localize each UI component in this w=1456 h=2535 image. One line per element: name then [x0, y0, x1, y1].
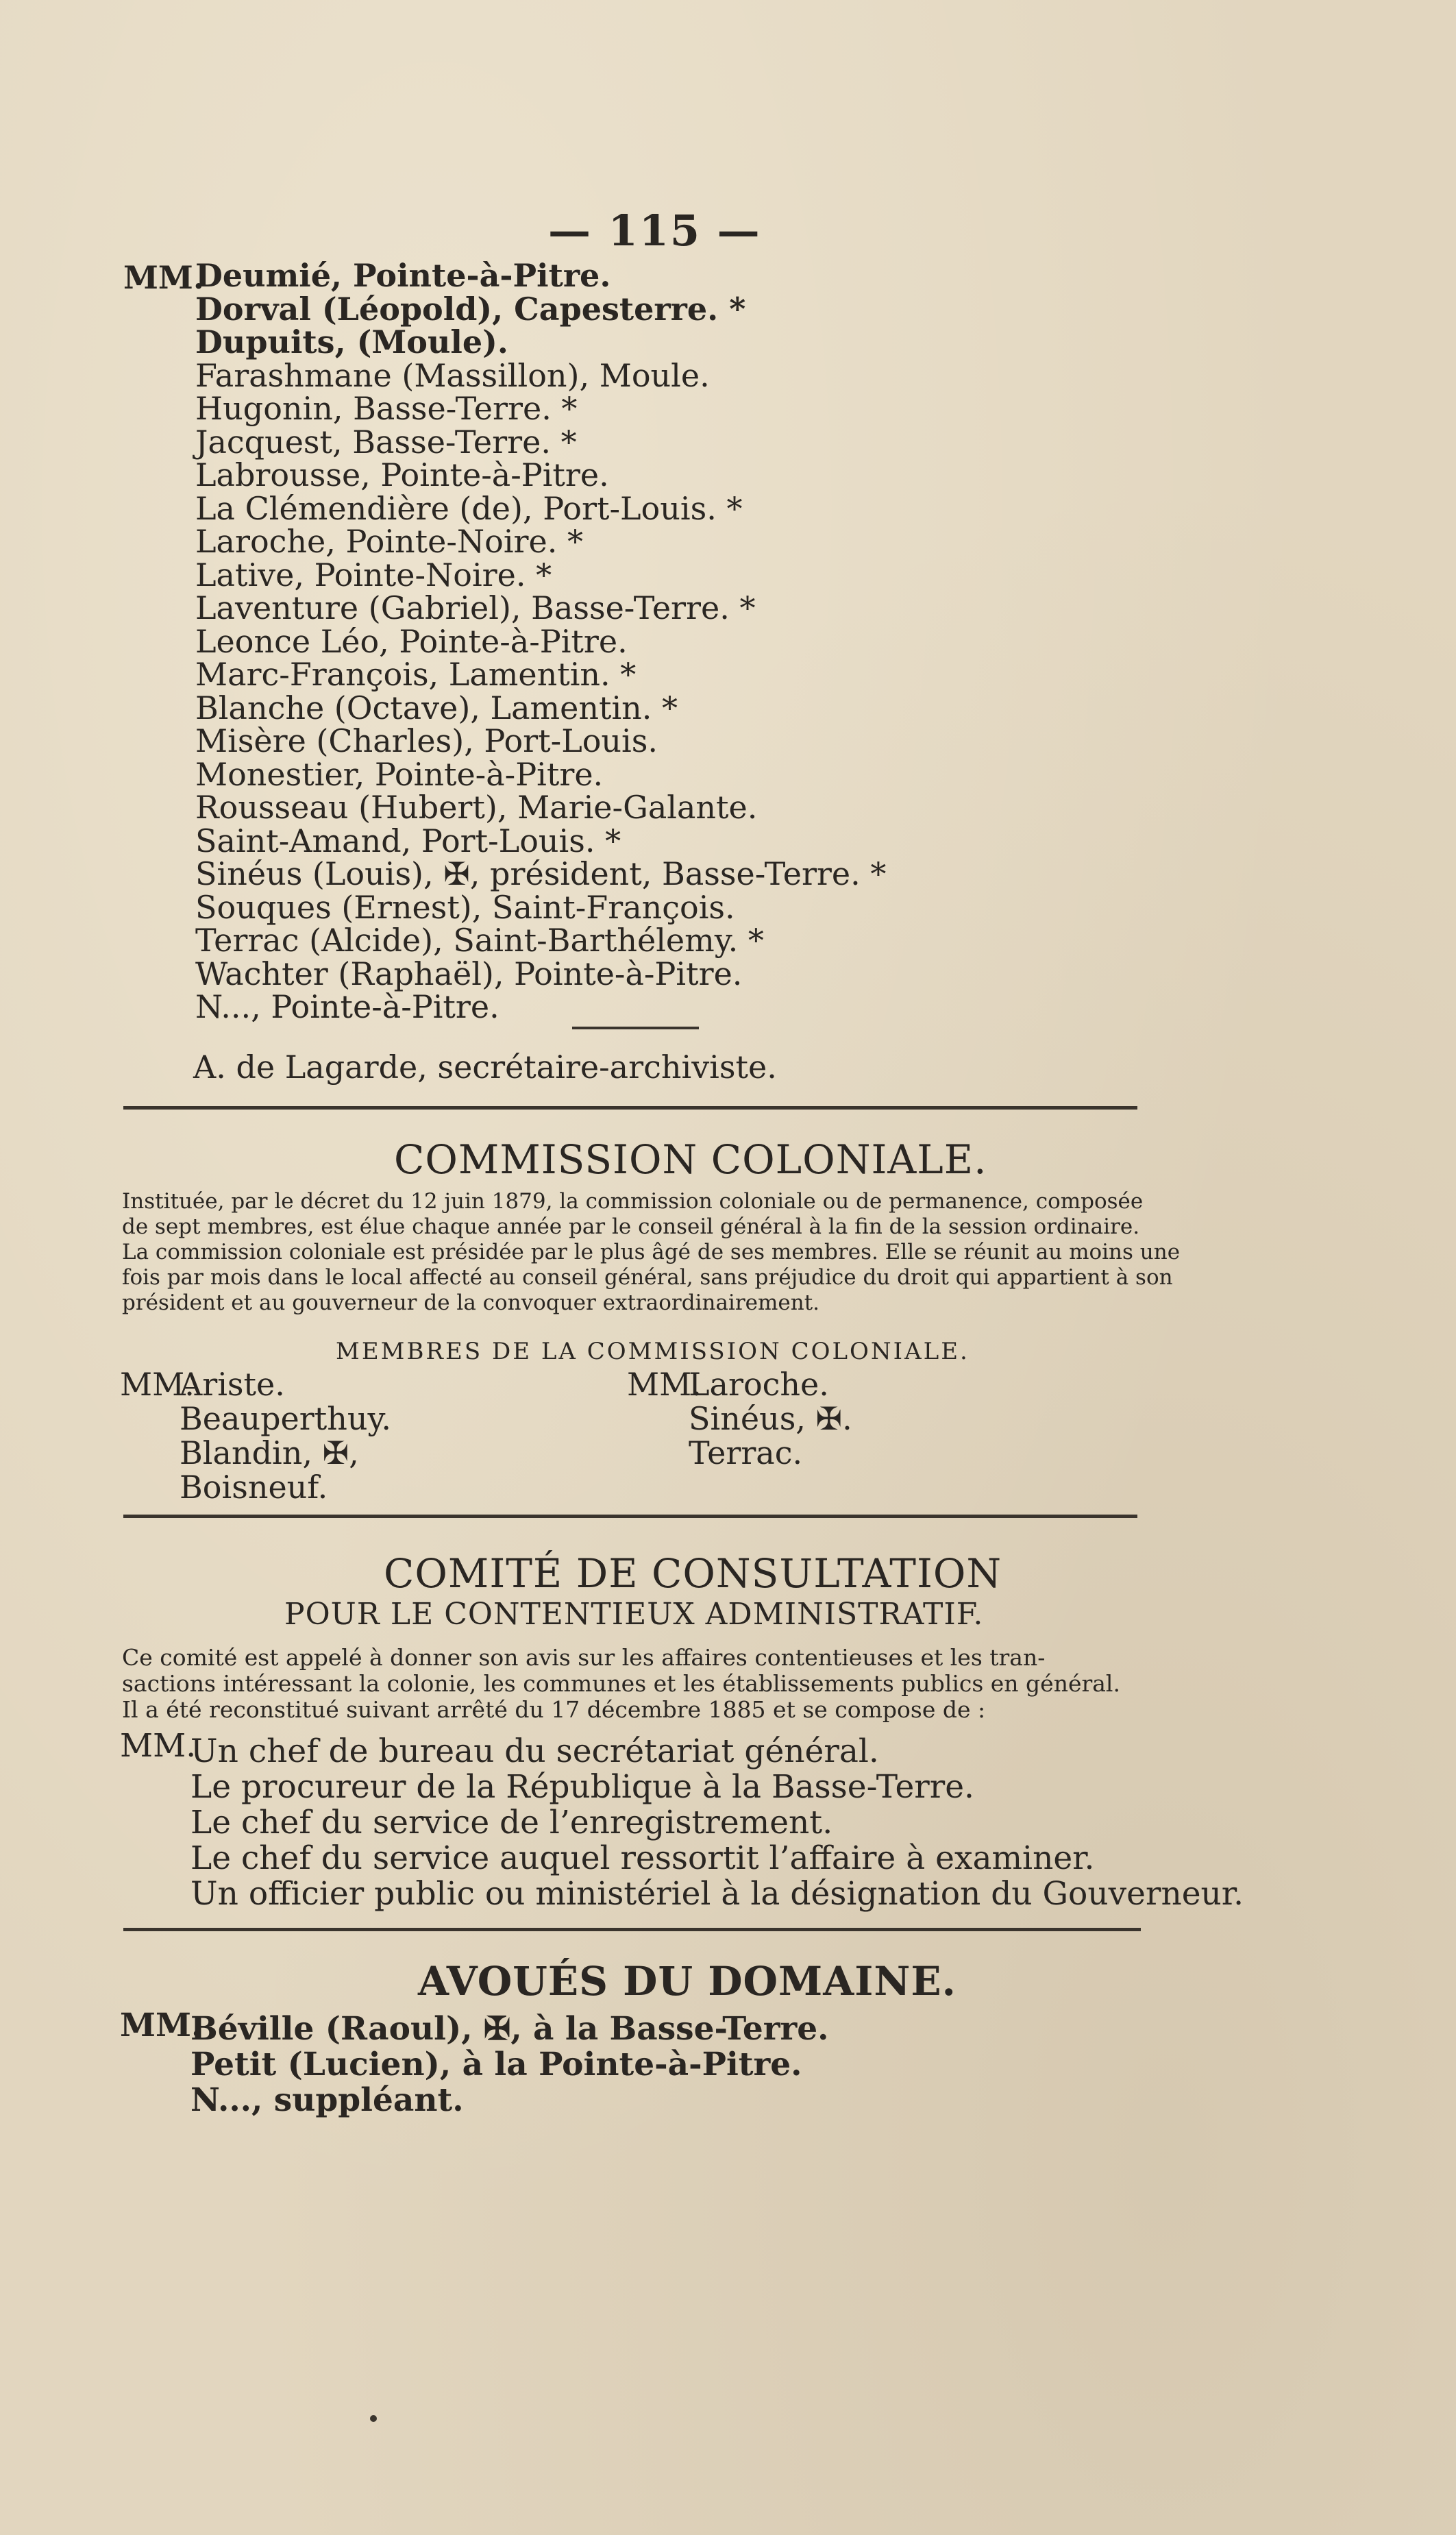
commission-member: Blandin, ✠,	[180, 1434, 359, 1471]
commission-right-column	[689, 1367, 852, 1470]
member-entry: Deumié, Pointe-à-Pitre.	[195, 257, 611, 294]
member-entry: Monestier, Pointe-à-Pitre.	[195, 755, 604, 793]
member-entry: Terrac (Alcide), Saint-Barthélemy. *	[195, 922, 764, 959]
commission-paragraph	[122, 1189, 1180, 1316]
commission-member: Ariste.	[180, 1366, 285, 1403]
ink-speck	[370, 2415, 377, 2422]
commission-title: COMMISSION COLONIALE.	[394, 1136, 987, 1183]
member-entry: La Clémendière (de), Port-Louis. *	[195, 489, 743, 527]
member-entry: Laventure (Gabriel), Basse-Terre. *	[195, 589, 756, 626]
commission-member: Beauperthuy.	[180, 1400, 391, 1437]
member-entry: Rousseau (Hubert), Marie-Galante.	[195, 789, 758, 826]
commission-left-column	[180, 1367, 391, 1504]
commission-member: Boisneuf.	[180, 1469, 328, 1506]
paragraph-line: de sept membres, est élue chaque année par le conseil général à la fin de la session ordinaire.	[122, 1214, 1140, 1239]
member-entry: Labrousse, Pointe-à-Pitre.	[195, 456, 609, 493]
member-entry: Hugonin, Basse-Terre. *	[195, 390, 578, 427]
comite-item: Le chef du service de l’enregistrement.	[190, 1804, 833, 1841]
avoue-entry: Béville (Raoul), ✠, à la Basse-Terre.	[190, 2010, 829, 2048]
avoues-list	[190, 2011, 829, 2118]
section-divider	[123, 1515, 1137, 1518]
commission-members-subtitle: MEMBRES DE LA COMMISSION COLONIALE.	[336, 1338, 970, 1365]
comite-subtitle: POUR LE CONTENTIEUX ADMINISTRATIF.	[284, 1597, 984, 1632]
member-entry: Saint-Amand, Port-Louis. *	[195, 822, 621, 859]
commission-member: Laroche.	[689, 1366, 829, 1403]
commission-left-prefix: MM.	[120, 1366, 195, 1403]
avoues-prefix: MM.	[120, 2007, 203, 2044]
member-entry: Lative, Pointe-Noire. *	[195, 556, 552, 593]
member-entry: Farashmane (Massillon), Moule.	[195, 356, 710, 394]
paragraph-line: Ce comité est appelé à donner son avis sur les affaires contentieuses et les tran-	[122, 1644, 1046, 1671]
member-entry: Leonce Léo, Pointe-à-Pitre.	[195, 622, 628, 660]
comite-item: Le procureur de la République à la Basse-Terre.	[190, 1768, 974, 1806]
member-entry: Sinéus (Louis), ✠, président, Basse-Terre. *	[195, 855, 887, 892]
avoue-entry: N..., suppléant.	[190, 2081, 464, 2119]
avoue-entry: Petit (Lucien), à la Pointe-à-Pitre.	[190, 2046, 802, 2083]
members-prefix: MM.	[123, 259, 204, 296]
commission-right-prefix: MM.	[627, 1366, 702, 1403]
comite-title: COMITÉ DE CONSULTATION	[384, 1550, 1002, 1597]
member-entry: Dorval (Léopold), Capesterre. *	[195, 290, 746, 328]
member-entry: Laroche, Pointe-Noire. *	[195, 523, 583, 560]
members-list	[195, 259, 886, 1024]
section-divider	[123, 1106, 1137, 1110]
paragraph-line: Il a été reconstitué suivant arrêté du 17 décembre 1885 et se compose de :	[122, 1696, 986, 1723]
member-entry: Souques (Ernest), Saint-François.	[195, 888, 735, 926]
section-divider	[123, 1928, 1141, 1931]
commission-member: Sinéus, ✠.	[689, 1400, 852, 1437]
commission-member: Terrac.	[689, 1434, 803, 1471]
page-number: — 115 —	[548, 206, 761, 256]
comite-item: Un chef de bureau du secrétariat général.	[190, 1732, 879, 1770]
member-entry: Jacquest, Basse-Terre. *	[195, 423, 577, 461]
member-entry: Blanche (Octave), Lamentin. *	[195, 689, 678, 726]
comite-prefix: MM.	[120, 1727, 197, 1765]
paragraph-line: président et au gouverneur de la convoquer extraordinairement.	[122, 1290, 820, 1315]
paragraph-line: fois par mois dans le local affecté au conseil général, sans préjudice du droit qui appartient à son	[122, 1265, 1173, 1290]
comite-item: Un officier public ou ministériel à la désignation du Gouverneur.	[190, 1875, 1244, 1913]
member-entry: Misère (Charles), Port-Louis.	[195, 722, 658, 759]
paragraph-line: sactions intéressant la colonie, les communes et les établissements publics en général.	[122, 1670, 1120, 1697]
short-divider	[572, 1027, 699, 1029]
comite-paragraph	[122, 1645, 1120, 1723]
member-entry: Dupuits, (Moule).	[195, 323, 508, 360]
comite-item: Le chef du service auquel ressortit l’affaire à examiner.	[190, 1839, 1095, 1877]
member-entry: N..., Pointe-à-Pitre.	[195, 988, 499, 1025]
paragraph-line: Instituée, par le décret du 12 juin 1879, la commission coloniale ou de permanence, composée	[122, 1189, 1144, 1214]
paragraph-line: La commission coloniale est présidée par le plus âgé de ses membres. Elle se réunit au moins une	[122, 1240, 1181, 1264]
secretary-signature: A. de Lagarde, secrétaire-archiviste.	[193, 1049, 777, 1086]
comite-list	[190, 1734, 1244, 1912]
avoues-title: AVOUÉS DU DOMAINE.	[418, 1958, 957, 2005]
member-entry: Marc-François, Lamentin. *	[195, 656, 637, 693]
member-entry: Wachter (Raphaël), Pointe-à-Pitre.	[195, 955, 743, 992]
